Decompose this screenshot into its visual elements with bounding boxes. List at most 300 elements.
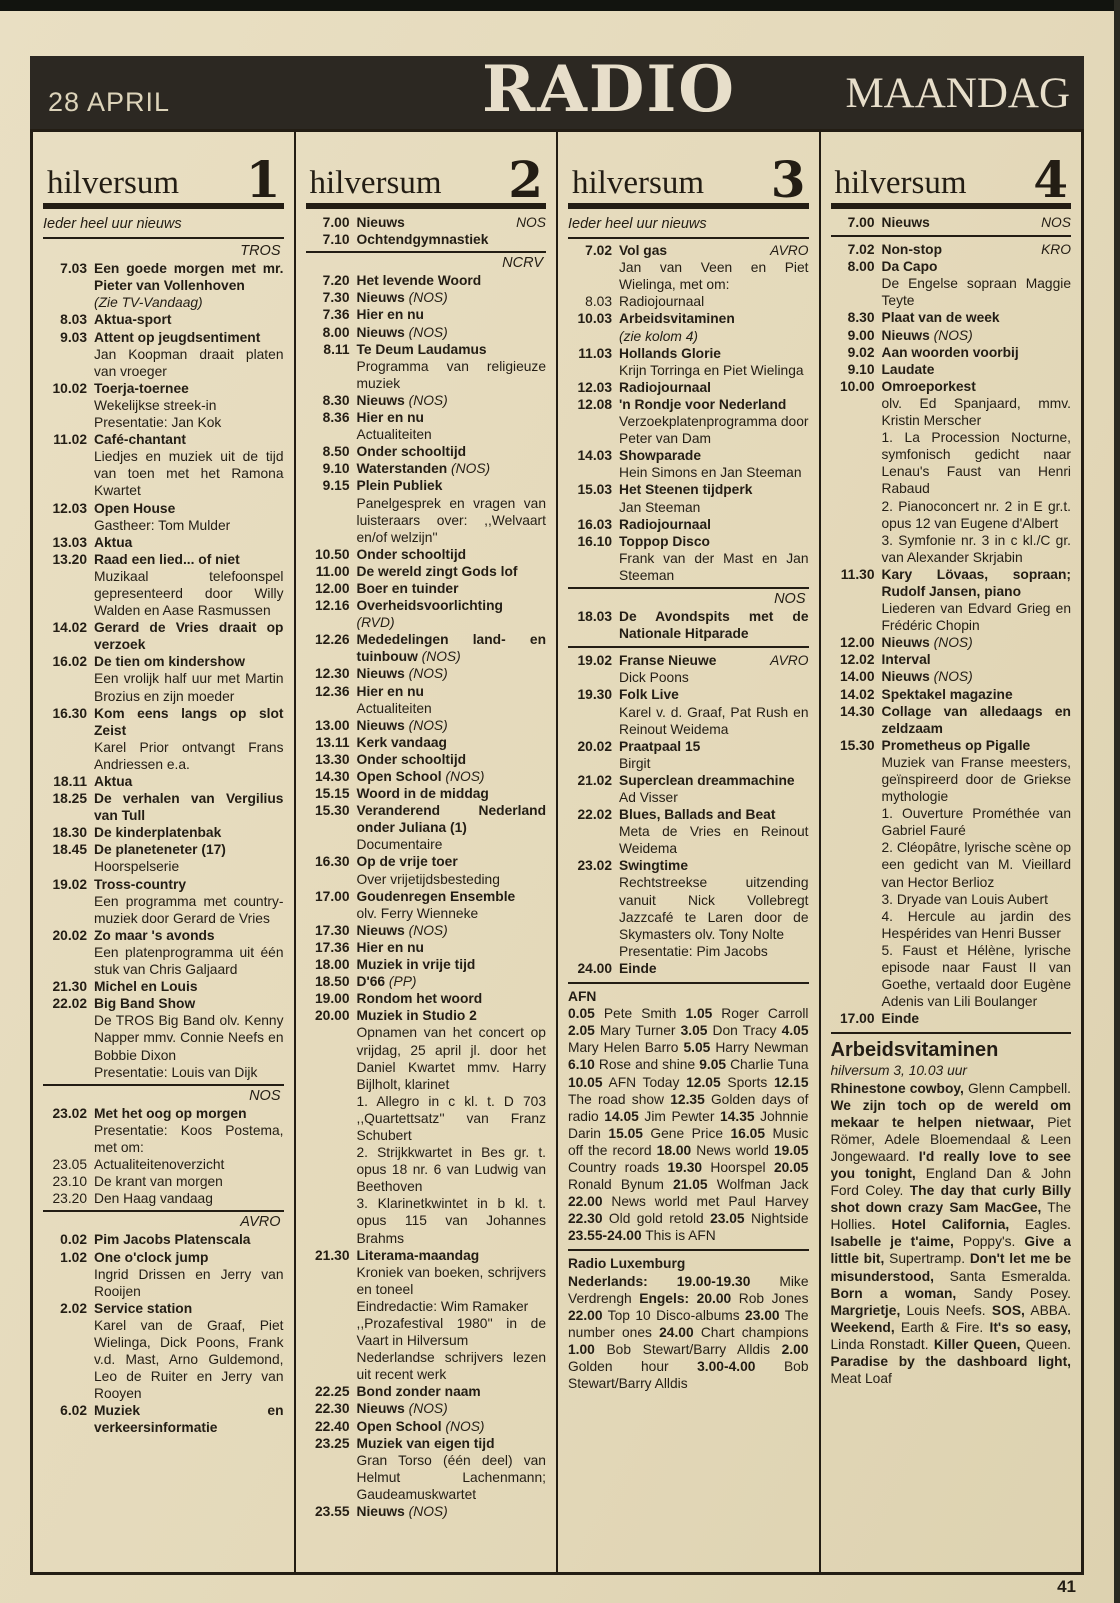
program-row — [43, 380, 284, 431]
program-desc: (RVD) — [356, 615, 395, 631]
text-run: Mike Verdrengh — [568, 1273, 809, 1306]
program-suffix: (NOS) — [404, 324, 448, 340]
program-body — [94, 1173, 284, 1190]
program-time: 13.20 — [52, 551, 87, 567]
program-time: 12.03 — [577, 379, 612, 395]
program-title: Radiojournaal — [619, 516, 711, 532]
program-body — [94, 790, 284, 824]
program-time: 22.02 — [577, 807, 612, 823]
text-run: 1.05 — [685, 1006, 713, 1022]
program-body — [357, 683, 547, 717]
program-desc: Presentatie: Louis van Dijk — [94, 1064, 258, 1080]
text-run: 3.00-4.00 — [697, 1359, 756, 1374]
text-run: Charlie Tuna — [726, 1057, 809, 1073]
program-row — [306, 597, 547, 631]
news-note: Ieder heel uur nieuws — [43, 214, 284, 239]
text-run: England Dan & John Ford Coley. — [830, 1165, 1071, 1199]
program-body — [357, 341, 547, 392]
program-row — [831, 241, 1072, 258]
program-title: Michel en Louis — [94, 979, 198, 995]
program-row — [306, 214, 547, 231]
program-time: 18.30 — [52, 825, 87, 841]
text-run: Bob Stewart/Barry Alldis — [594, 1341, 782, 1357]
text-run: Margrietje, — [830, 1302, 901, 1318]
program-body — [357, 392, 547, 409]
program-title: Open House — [94, 500, 176, 516]
program-body — [882, 309, 1072, 326]
program-row — [306, 734, 547, 751]
program-row — [831, 668, 1072, 685]
text-run: 22.00 — [568, 1307, 603, 1323]
program-title: Nieuws — [881, 635, 930, 651]
text-run: 12.05 — [686, 1074, 721, 1090]
program-suffix: (NOS) — [404, 717, 448, 733]
program-body — [357, 631, 547, 665]
program-title: Nieuws — [356, 290, 405, 306]
program-time: 14.02 — [52, 620, 87, 636]
program-body — [94, 1190, 284, 1207]
column-hilversum-2 — [294, 132, 557, 1572]
text-run: 14.35 — [720, 1108, 755, 1124]
program-body — [882, 258, 1072, 309]
program-time: 15.30 — [314, 803, 350, 819]
program-body — [357, 460, 547, 477]
program-body — [357, 1435, 547, 1503]
program-row — [568, 293, 809, 310]
program-row — [831, 703, 1072, 737]
page-number: 41 — [1057, 1577, 1076, 1596]
program-suffix: (NOS) — [404, 290, 448, 306]
program-desc: Frank van der Mast en Jan Steeman — [619, 550, 809, 583]
program-row — [43, 876, 284, 927]
program-desc: Birgit — [619, 755, 651, 771]
program-body — [94, 329, 284, 380]
network-label: AVRO — [43, 1210, 284, 1231]
program-row — [306, 956, 547, 973]
program-row — [43, 534, 284, 551]
program-time: 15.30 — [839, 737, 875, 753]
program-desc: Jan Steeman — [619, 499, 701, 515]
program-desc: Presentatie: Jan Kok — [94, 415, 222, 431]
header-date: 28 APRIL — [48, 87, 171, 117]
program-row — [43, 841, 284, 875]
program-body — [882, 737, 1072, 1011]
text-run: SOS, — [991, 1302, 1025, 1318]
program-row — [306, 477, 547, 545]
program-body — [94, 1300, 284, 1403]
program-body — [357, 853, 547, 887]
program-desc: 5. Faust et Hélène, lyrische episode naar Faust II van Goethe, vertaald door Eugène Adenis van Lili Boulanger — [881, 942, 1071, 1010]
text-run: Don't let me be misunderstood, — [830, 1251, 1071, 1284]
text-run: 4.05 — [781, 1023, 809, 1039]
program-row — [306, 785, 547, 802]
program-time: 20.00 — [314, 1008, 350, 1024]
program-row — [306, 1007, 547, 1246]
program-row — [831, 566, 1072, 634]
program-title: Blues, Ballads and Beat — [619, 807, 776, 823]
program-time: 11.03 — [578, 345, 612, 361]
program-desc: Over vrijetijdsbesteding — [356, 871, 500, 887]
program-title: Collage van alledaags en zeldzaam — [881, 703, 1071, 736]
program-row — [43, 653, 284, 704]
section-title: Arbeidsvitaminen — [830, 1039, 999, 1062]
column-header — [568, 132, 809, 209]
program-title: Vol gas — [619, 243, 668, 259]
program-body — [357, 563, 547, 580]
network-label: NOS — [516, 215, 546, 230]
program-row — [306, 580, 547, 597]
program-desc: Opnamen van het concert op vrijdag, 25 april jl. door het Daniel Kwartet mmv. Harry Bijlholt, klarinet — [356, 1025, 546, 1092]
program-row — [568, 345, 809, 379]
text-run: Nederlands: 19.00-19.30 — [568, 1273, 751, 1289]
program-body — [94, 841, 284, 875]
program-time: 22.25 — [314, 1384, 350, 1400]
program-title: De verhalen van Vergilius van Tull — [94, 791, 284, 824]
listing-section — [568, 1249, 809, 1392]
program-body — [619, 857, 809, 960]
program-desc: Programma van religieuze muziek — [356, 358, 546, 391]
program-time: 8.03 — [60, 312, 87, 328]
program-time: 7.30 — [322, 290, 350, 306]
program-row — [43, 978, 284, 995]
program-row — [831, 361, 1072, 378]
text-run: Give a little bit, — [830, 1234, 1071, 1267]
program-row — [831, 634, 1072, 651]
program-time: 16.10 — [577, 533, 612, 549]
program-suffix: (NOS) — [404, 922, 448, 938]
program-body — [357, 1400, 547, 1417]
program-row — [43, 260, 284, 311]
program-body — [357, 214, 547, 231]
program-title: Nieuws — [356, 666, 405, 682]
program-time: 23.20 — [52, 1191, 87, 1207]
program-title: Raad een lied... of niet — [94, 551, 240, 567]
program-body — [619, 608, 809, 642]
program-title: Swingtime — [619, 858, 688, 874]
program-body — [882, 634, 1072, 651]
network-label: NOS — [43, 1084, 284, 1105]
text-run: Supertramp. — [884, 1251, 970, 1267]
program-time: 13.00 — [314, 717, 350, 733]
program-title: Hier en nu — [356, 939, 424, 955]
program-time: 17.30 — [314, 922, 350, 938]
program-body — [357, 597, 547, 631]
section-subtitle: hilversum 3, 10.03 uur — [830, 1063, 968, 1079]
program-time: 10.03 — [577, 311, 612, 327]
text-run: Sandy Posey. — [956, 1285, 1071, 1301]
program-title: Arbeidsvitaminen — [619, 311, 735, 327]
program-row — [306, 1400, 547, 1417]
listings-grid — [30, 129, 1084, 1575]
program-row — [568, 379, 809, 396]
column-title: hilversum — [309, 165, 442, 201]
text-run: Meat Loaf — [830, 1371, 892, 1387]
program-body — [94, 534, 284, 551]
text-run: Rob Jones — [731, 1290, 809, 1306]
program-desc: Eindredactie: Wim Ramaker — [356, 1298, 529, 1314]
program-title: Café-chantant — [94, 432, 186, 448]
program-title: Aan woorden voorbij — [881, 344, 1019, 360]
program-row — [43, 551, 284, 619]
program-time: 23.05 — [52, 1157, 87, 1173]
program-time: 15.15 — [314, 786, 350, 802]
program-row — [568, 686, 809, 737]
program-title: Nieuws — [356, 392, 405, 408]
text-run: Golden days of radio — [568, 1091, 809, 1124]
program-title: 'n Rondje voor Nederland — [619, 396, 787, 412]
program-body — [94, 380, 284, 431]
program-row — [306, 973, 547, 990]
program-row — [306, 289, 547, 306]
program-row — [43, 500, 284, 534]
program-row — [306, 802, 547, 853]
program-time: 17.36 — [314, 939, 350, 955]
program-time: 18.25 — [52, 791, 87, 807]
text-run: 2.00 — [781, 1341, 809, 1357]
text-run: 12.15 — [773, 1074, 809, 1090]
text-run: News world met Paul Harvey — [602, 1194, 809, 1210]
listing-section — [831, 1032, 1072, 1387]
program-body — [357, 1503, 547, 1520]
text-run: Eagles. — [1009, 1217, 1071, 1233]
program-row — [831, 651, 1072, 668]
program-title: Kary Lövaas, sopraan; Rudolf Jansen, piano — [881, 566, 1071, 599]
program-body — [94, 1105, 284, 1156]
text-run: I'd really love to see you tonight, — [830, 1148, 1071, 1181]
program-desc: 1. Allegro in c kl. t. D 703 ,,Quartettsatz'' van Franz Schubert — [356, 1093, 546, 1143]
program-body — [357, 1418, 547, 1435]
program-title: Ochtendgymnastiek — [356, 232, 489, 248]
program-time: 12.08 — [577, 396, 612, 412]
program-body — [619, 533, 809, 584]
text-run: 15.05 — [608, 1125, 643, 1141]
program-body — [357, 443, 547, 460]
column-hilversum-1 — [33, 132, 294, 1572]
listing-section — [568, 982, 809, 1244]
program-desc: Liederen van Edvard Grieg en Frédéric Chopin — [881, 601, 1071, 634]
text-run: 5.05 — [683, 1040, 711, 1056]
text-run: 23.00 — [745, 1307, 780, 1323]
program-row — [831, 686, 1072, 703]
program-desc: Karel van de Graaf, Piet Wielinga, Dick Poons, Frank v.d. Mast, Arno Guldemond, Leo de Ruiter en Jerry van Rooyen — [94, 1317, 284, 1402]
program-desc: 2. Cléopâtre, lyrische scène op een gedicht van M. Vieillard van Hector Berlioz — [881, 840, 1071, 890]
text-run: Hotel California, — [891, 1217, 1010, 1233]
text-run: Bob Stewart/Barry Alldis — [568, 1359, 809, 1392]
news-note: Ieder heel uur nieuws — [568, 214, 809, 239]
text-run: 19.30 — [667, 1159, 703, 1175]
program-title: Nieuws — [356, 1401, 405, 1417]
text-run: 9.05 — [699, 1057, 727, 1073]
program-title: Plaat van de week — [881, 310, 1000, 326]
program-time: 13.30 — [314, 751, 350, 767]
program-time: 8.03 — [585, 294, 612, 310]
program-desc: Karel v. d. Graaf, Pat Rush en Reinout Weidema — [619, 704, 809, 737]
program-time: 9.02 — [847, 344, 875, 360]
program-body — [94, 260, 284, 311]
program-time: 20.02 — [52, 927, 87, 943]
program-body — [357, 768, 547, 785]
program-time: 8.30 — [847, 310, 875, 326]
text-run: Harry Newman — [710, 1040, 809, 1056]
program-desc: Gran Torso (één deel) van Helmut Lachenmann; Gaudeamuskwartet — [356, 1452, 546, 1502]
program-desc: Een programma met country-muziek door Gerard de Vries — [94, 893, 284, 926]
text-run: 10.05 — [568, 1074, 603, 1090]
column-hilversum-3 — [556, 132, 819, 1572]
program-row — [831, 309, 1072, 326]
program-desc: 4. Hercule au jardin des Hespérides van Henri Busser — [881, 908, 1071, 941]
program-time: 19.02 — [52, 876, 87, 892]
program-row — [43, 431, 284, 499]
program-title: Te Deum Laudamus — [356, 341, 487, 357]
text-run: 23.55-24.00 — [568, 1228, 642, 1244]
program-title: Goudenregen Ensemble — [356, 888, 516, 904]
program-body — [619, 652, 809, 686]
program-title: Op de vrije toer — [356, 854, 458, 870]
text-run: Top 10 Disco-albums — [602, 1307, 746, 1323]
column-body — [568, 209, 809, 1566]
program-desc: Meta de Vries en Reinout Weidema — [619, 824, 809, 857]
program-body — [94, 311, 284, 328]
program-time: 15.03 — [577, 482, 612, 498]
program-title: Onder schooltijd — [356, 444, 467, 460]
program-row — [43, 790, 284, 824]
text-run: Glenn Campbell. — [963, 1080, 1071, 1096]
program-body — [882, 668, 1072, 685]
program-desc: 2. Pianoconcert nr. 2 in E gr.t. opus 12 van Eugene d'Albert — [881, 498, 1071, 531]
program-time: 14.00 — [839, 669, 875, 685]
program-row — [306, 1418, 547, 1435]
program-title: Onder schooltijd — [356, 546, 467, 562]
program-title: De kinderplatenbak — [94, 825, 222, 841]
program-title: Nieuws — [881, 669, 930, 685]
program-title: Waterstanden — [356, 461, 448, 477]
program-suffix: (NOS) — [929, 635, 973, 651]
program-body — [357, 939, 547, 956]
program-time: 18.03 — [577, 609, 612, 625]
program-title: Nieuws — [356, 215, 405, 230]
program-body — [94, 978, 284, 995]
network-label: AVRO — [770, 653, 809, 669]
text-run: 0.05 — [568, 1006, 595, 1022]
column-hilversum-4 — [819, 132, 1082, 1572]
program-body — [94, 876, 284, 927]
program-row — [306, 922, 547, 939]
program-row — [568, 960, 809, 977]
header-day: MAANDAG — [845, 70, 1070, 117]
program-row — [568, 652, 809, 686]
program-time: 9.03 — [60, 329, 87, 345]
program-body — [882, 651, 1072, 668]
network-label: KRO — [1041, 242, 1071, 258]
program-desc: Ad Visser — [619, 790, 678, 805]
program-title: Pim Jacobs Platenscala — [94, 1232, 251, 1248]
program-desc: Hein Simons en Jan Steeman — [619, 465, 802, 481]
program-title: Omroeporkest — [881, 378, 976, 394]
program-body — [357, 409, 547, 443]
program-suffix: (NOS) — [404, 666, 448, 682]
program-row — [568, 310, 809, 344]
program-row — [568, 447, 809, 481]
program-title: Tross-country — [94, 876, 186, 892]
program-time: 7.20 — [322, 273, 350, 289]
program-time: 8.30 — [322, 392, 350, 408]
program-desc: Liedjes en muziek uit de tijd van toen met het Ramona Kwartet — [94, 449, 284, 499]
divider-rule — [831, 235, 1072, 237]
text-run: Ronald Bynum — [568, 1177, 674, 1193]
text-run: Engels: 20.00 — [639, 1290, 732, 1306]
program-desc: Dick Poons — [619, 670, 689, 686]
program-row — [568, 242, 809, 293]
program-desc: 3. Symfonie nr. 3 in c kl./C gr. van Alexander Skrjabin — [881, 532, 1071, 565]
program-desc: Documentaire — [356, 837, 443, 853]
program-suffix: (PP) — [385, 974, 417, 990]
program-row — [306, 768, 547, 785]
program-body — [619, 738, 809, 772]
program-body — [882, 686, 1072, 703]
text-run: 16.05 — [730, 1125, 766, 1141]
program-row — [43, 1300, 284, 1403]
program-time: 7.10 — [322, 232, 350, 248]
text-run: 2.05 — [568, 1023, 595, 1039]
text-run: AFN Today — [602, 1074, 687, 1090]
program-time: 8.00 — [847, 259, 875, 275]
program-time: 7.02 — [847, 242, 875, 258]
program-title: De planeteneter (17) — [94, 842, 226, 858]
program-title: Laudate — [881, 361, 935, 377]
program-body — [357, 289, 547, 306]
program-time: 11.02 — [53, 432, 87, 448]
section-text — [568, 1273, 809, 1393]
program-body — [94, 995, 284, 1080]
program-title: Het Steenen tijdperk — [619, 482, 753, 498]
program-time: 14.30 — [839, 703, 875, 719]
program-body — [357, 580, 547, 597]
program-time: 8.36 — [322, 410, 350, 426]
program-time: 10.50 — [314, 546, 350, 562]
network-label: TROS — [240, 243, 281, 260]
program-time: 18.45 — [52, 842, 87, 858]
program-body — [94, 1402, 284, 1436]
program-time: 22.40 — [314, 1418, 350, 1434]
program-body — [357, 306, 547, 323]
text-run: Piet Römer, Adele Bloemendaal & Leen Jongewaard. — [830, 1114, 1071, 1164]
program-row — [306, 1503, 547, 1520]
program-row — [306, 939, 547, 956]
program-time: 12.00 — [839, 635, 875, 651]
column-number: 4 — [1033, 150, 1068, 209]
text-run: 23.05 — [710, 1211, 745, 1227]
program-title: Superclean dreammachine — [619, 772, 795, 788]
text-run: Weekend, — [830, 1319, 895, 1335]
program-body — [357, 751, 547, 768]
program-time: 16.30 — [52, 705, 87, 721]
program-time: 16.03 — [577, 516, 612, 532]
program-title: Hier en nu — [356, 410, 424, 426]
program-body — [357, 956, 547, 973]
program-title: De tien om kindershow — [94, 654, 246, 670]
program-time: 23.02 — [52, 1105, 87, 1121]
page-right-edge — [1114, 0, 1120, 1603]
section-title: AFN — [568, 989, 597, 1005]
program-body — [94, 500, 284, 534]
program-suffix: (NOS) — [417, 649, 461, 665]
program-time: 16.02 — [52, 654, 87, 670]
program-body — [357, 1007, 547, 1246]
section-text — [831, 1080, 1072, 1388]
program-title: Radiojournaal — [619, 379, 711, 395]
text-run: Jim Pewter — [638, 1108, 721, 1124]
program-body — [882, 241, 1072, 258]
